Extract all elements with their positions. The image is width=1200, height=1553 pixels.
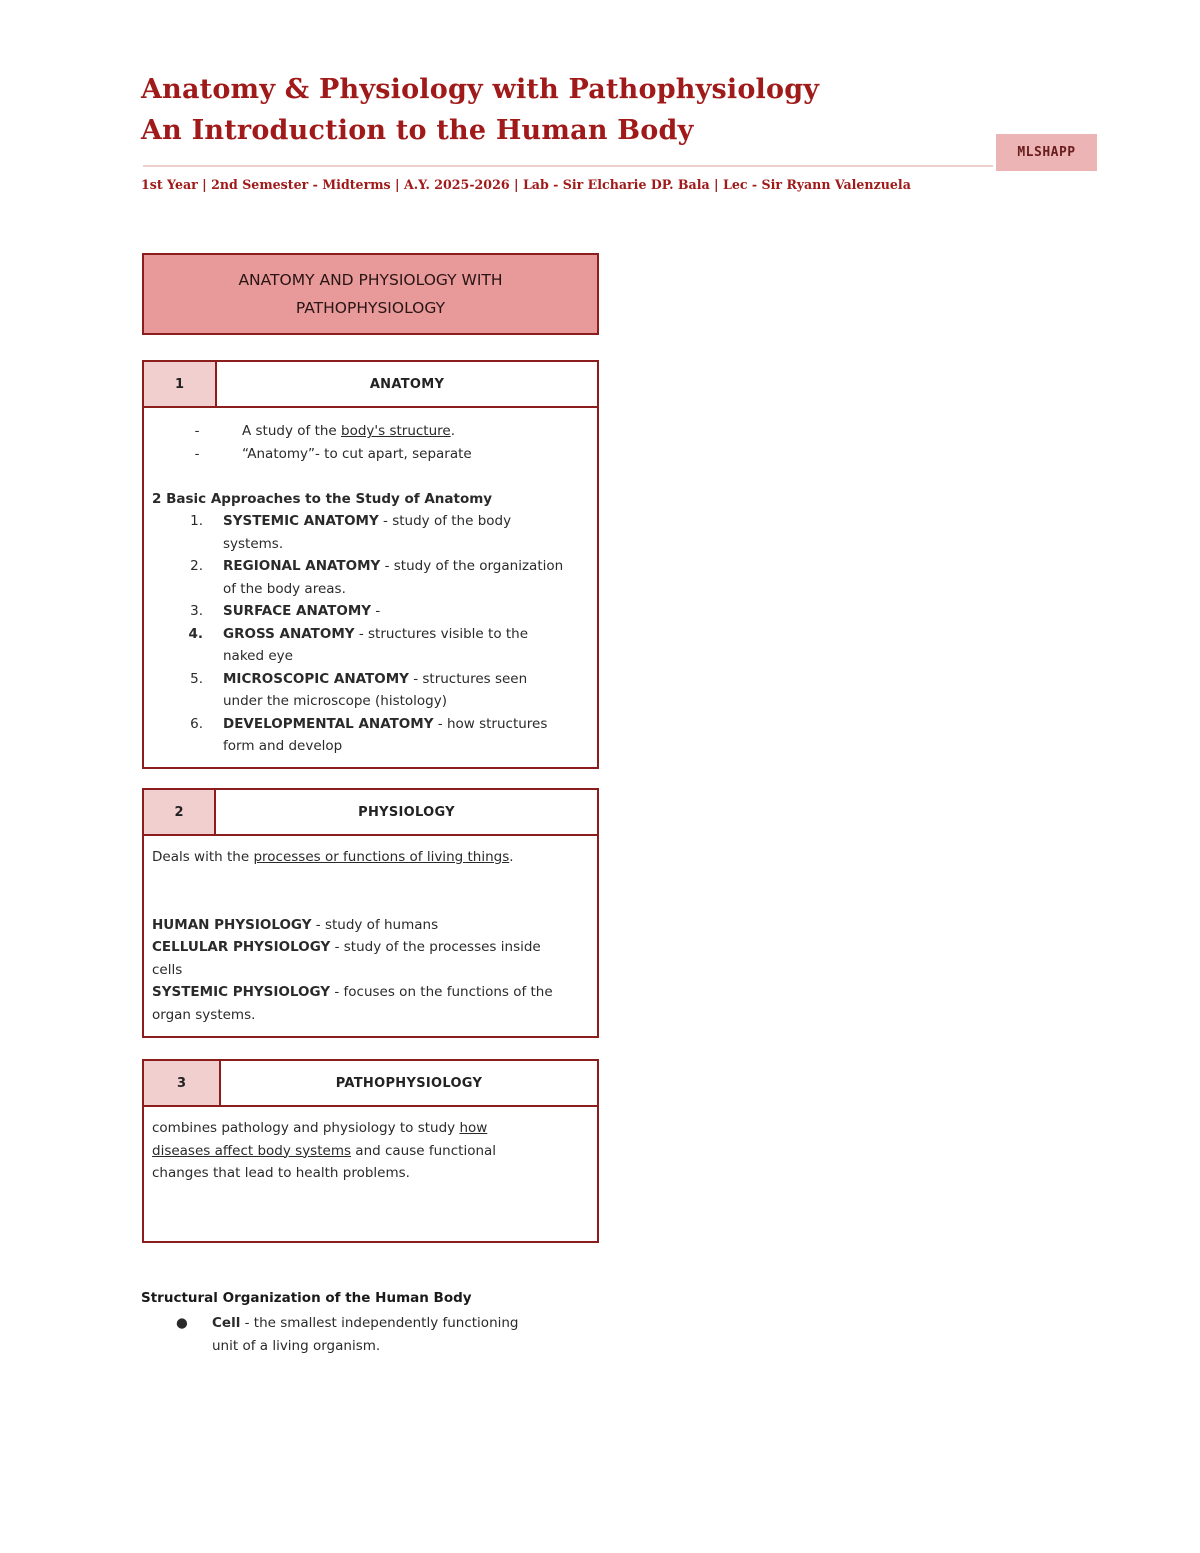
list-number: 1. <box>190 513 203 529</box>
structural-heading: Structural Organization of the Human Body <box>141 1290 472 1306</box>
course-code-tag: MLSHAPP <box>996 134 1097 171</box>
underlined-text: processes or functions of living things <box>253 849 510 865</box>
list-description-cont: under the microscope (histology) <box>223 693 447 709</box>
physiology-header <box>144 790 597 836</box>
list-number: 3. <box>190 603 203 619</box>
list-number: 4. <box>188 625 203 642</box>
header-divider <box>143 165 993 167</box>
list-item: SYSTEMIC PHYSIOLOGY - focuses on the functions of the <box>152 984 553 1000</box>
list-term: REGIONAL ANATOMY <box>223 558 381 574</box>
document-subtitle: An Introduction to the Human Body <box>141 115 694 146</box>
list-item <box>152 555 589 600</box>
topic-title-line1: ANATOMY AND PHYSIOLOGY WITH <box>238 271 503 289</box>
physiology-intro: Deals with the processes or functions of living things. <box>152 849 514 865</box>
list-number: 6. <box>190 715 203 732</box>
pathophysiology-body: combines pathology and physiology to study how diseases affect body systems and cause functional changes that lead to health problems. <box>152 1120 497 1181</box>
section-title: PHYSIOLOGY <box>358 804 455 820</box>
list-term: DEVELOPMENTAL ANATOMY <box>223 715 434 732</box>
list-item: ● Cell - the smallest independently functioning unit of a living organism. <box>170 1312 590 1358</box>
list-item <box>152 510 589 555</box>
anatomy-section <box>142 360 599 769</box>
approaches-heading: 2 Basic Approaches to the Study of Anatomy <box>152 490 493 507</box>
topic-title-line2: PATHOPHYSIOLOGY <box>295 299 446 317</box>
pathophysiology-header <box>144 1061 597 1107</box>
list-term: MICROSCOPIC ANATOMY <box>223 670 409 687</box>
physiology-section <box>142 788 599 1038</box>
list-item <box>152 600 589 623</box>
list-description-cont: of the body areas. <box>223 580 346 597</box>
list-number: 5. <box>190 670 203 687</box>
anatomy-body <box>144 408 597 768</box>
underlined-text: how <box>459 1120 488 1136</box>
anatomy-header <box>144 362 597 408</box>
section-number: 3 <box>144 1061 221 1105</box>
topic-title-box <box>142 253 599 335</box>
list-item: CELLULAR PHYSIOLOGY - study of the processes inside <box>152 939 541 955</box>
physiology-body: Deals with the processes or functions of living things. HUMAN PHYSIOLOGY - study of humans CELLULAR PHYSIOLOGY - study of the processes inside cells SYSTEMIC PHYSIOLOGY - focuses on the functions of the organ systems. <box>144 836 597 1036</box>
bullet-icon: ● <box>176 1315 188 1331</box>
list-term: SYSTEMIC ANATOMY <box>223 513 379 529</box>
list-item: - “Anatomy”- to cut apart, separate <box>194 445 472 462</box>
underlined-text: diseases affect body systems <box>152 1142 351 1159</box>
list-description: - structures seen <box>408 670 528 687</box>
list-item <box>152 623 589 668</box>
list-description-cont: naked eye <box>223 648 293 664</box>
list-item <box>152 668 589 713</box>
list-number: 2. <box>190 558 203 574</box>
section-title: PATHOPHYSIOLOGY <box>335 1075 483 1091</box>
underlined-text: body's structure <box>341 423 451 439</box>
document-title: Anatomy & Physiology with Pathophysiology <box>141 74 820 105</box>
approaches-list <box>152 510 589 758</box>
list-item: - A study of the body's structure. <box>194 423 455 439</box>
section-number: 1 <box>144 362 217 406</box>
list-term: GROSS ANATOMY <box>223 625 355 642</box>
list-description: - <box>371 603 381 619</box>
section-title: ANATOMY <box>369 376 445 392</box>
list-description: - structures visible to the <box>354 625 529 642</box>
course-meta: 1st Year | 2nd Semester - Midterms | A.Y. 2025-2026 | Lab - Sir Elcharie DP. Bala | Lec - Sir Ryann Valenzuela <box>141 177 911 192</box>
list-description: - study of the organization <box>380 558 564 574</box>
section-number: 2 <box>144 790 216 834</box>
list-item: HUMAN PHYSIOLOGY - study of humans <box>152 916 439 933</box>
list-term: SURFACE ANATOMY <box>223 603 372 619</box>
pathophysiology-section <box>142 1059 599 1243</box>
list-item <box>152 713 589 758</box>
list-description: - how structures <box>433 715 548 732</box>
list-description-cont: systems. <box>223 535 284 552</box>
list-description-cont: form and develop <box>223 738 343 754</box>
list-description: - study of the body <box>378 513 512 529</box>
